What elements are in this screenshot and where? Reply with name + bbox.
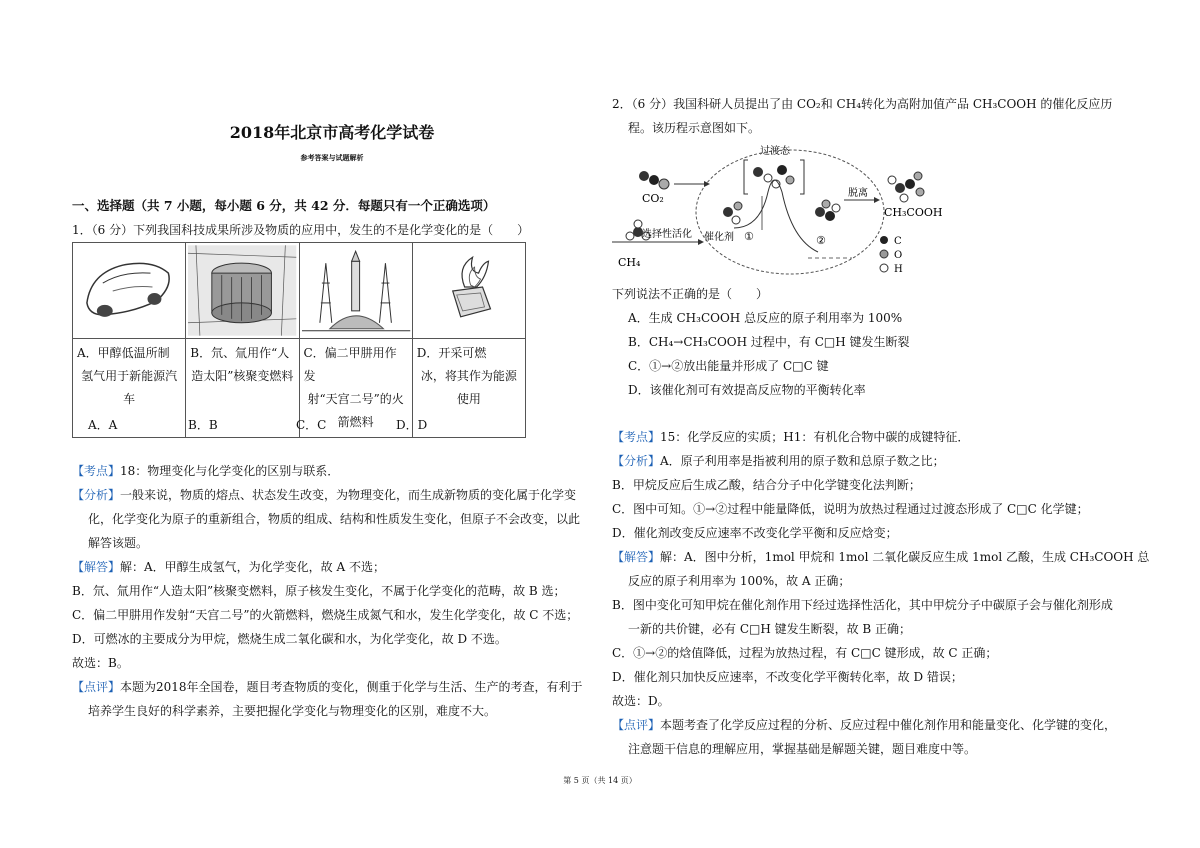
transition-state-molecule: [753, 165, 794, 188]
arrow-head-icon: [704, 181, 710, 187]
q1-stem: 1．（6 分）下列我国科技成果所涉及物质的应用中，发生的不是化学变化的是（ ）: [72, 223, 530, 237]
q1-answer: 故选：B。: [72, 656, 129, 670]
car-icon: [73, 243, 185, 338]
ch4-label: CH₄: [618, 256, 641, 269]
reaction-pathway-diagram: [612, 140, 952, 282]
step-1-label: ①: [744, 230, 754, 243]
q1-caption-b: B．氘、氚用作“人 造太阳”核聚变燃料: [186, 339, 299, 438]
q1-jieda-line: C．偏二甲肼用作发射“天宫二号”的火箭燃料，燃烧生成氮气和水，发生化学变化，故 C 不选；: [72, 608, 579, 622]
q2-answer: 故选：D。: [612, 694, 670, 708]
rocket-launch-icon: [300, 243, 412, 338]
q1-fenxi-line: 解答该题。: [88, 536, 149, 550]
q2-kaodian: 【考点】15：化学反应的实质；H1：有机化合物中碳的成键特征．: [612, 430, 970, 444]
q1-choice-a: A．A: [88, 418, 118, 432]
q2-jieda-line: 一新的共价键，必有 C□H 键发生断裂，故 B 正确；: [628, 622, 912, 636]
page-number: 第 5 页（共 14 页）: [563, 776, 637, 785]
q2-jieda-line: 反应的原子利用率为 100%，故 A 正确；: [628, 574, 851, 588]
transition-state-label: 过渡态: [760, 146, 790, 157]
q1-image-c: [299, 243, 412, 339]
q2-option-c: C．①→②放出能量并形成了 C□C 键: [628, 359, 829, 373]
atom-legend: [880, 236, 903, 275]
section-heading: 一、选择题（共 7 小题，每小题 6 分，共 42 分．每题只有一个正确选项）: [72, 198, 496, 213]
q1-jieda-line: D．可燃冰的主要成分为甲烷，燃烧生成二氧化碳和水，为化学变化，故 D 不选。: [72, 632, 507, 646]
q2-stem: 2．（6 分）我国科研人员提出了由 CO₂和 CH₄转化为高附加值产品 CH₃COOH 的催化反应历: [612, 97, 1113, 111]
q1-caption-a: A．甲醇低温所制 氢气用于新能源汽车: [73, 339, 186, 438]
q1-choice-b: B．B: [188, 418, 218, 432]
q2-jieda-line: B．图中变化可知甲烷在催化剂作用下经过选择性活化，其中甲烷分子中碳原子会与催化剂形成: [612, 598, 1113, 612]
q1-choice-d: D．D: [396, 418, 428, 432]
q1-fenxi: 【分析】一般来说，物质的熔点、状态发生改变，为物理变化，而生成新物质的变化属于化学变: [72, 488, 577, 502]
q1-jieda-line: B．氘、氚用作“人造太阳”核聚变燃料，原子核发生变化，不属于化学变化的范畴，故 B 选；: [72, 584, 566, 598]
q2-dianping-line: 注意题干信息的理解应用，掌握基础是解题关键，题目难度中等。: [628, 742, 977, 756]
page-subtitle: 参考答案与试题解析: [300, 153, 364, 162]
step-2-label: ②: [816, 234, 826, 247]
q2-jieda: 【解答】解：A．图中分析，1mol 甲烷和 1mol 二氧化碳反应生成 1mol 乙酸，生成 CH₃COOH 总: [612, 550, 1150, 564]
q1-caption-c: C．偏二甲肼用作发 射“天宫二号”的火箭燃料: [299, 339, 412, 438]
q1-image-d: [412, 243, 525, 339]
arrow-head-icon: [874, 197, 880, 203]
q2-fenxi: 【分析】A．原子利用率是指被利用的原子数和总原子数之比；: [612, 454, 945, 468]
q1-choice-c: C．C: [296, 418, 327, 432]
bracket-right: [800, 160, 804, 194]
q1-image-b: [186, 243, 299, 339]
release-label: 脱离: [848, 188, 868, 199]
q1-caption-d: D．开采可燃 冰，将其作为能源使用: [412, 339, 525, 438]
q2-jieda-line: D．催化剂只加快反应速率，不改变化学平衡转化率，故 D 错误；: [612, 670, 963, 684]
page-title: 2018年北京市高考化学试卷: [229, 123, 435, 142]
intermediate-molecule: [815, 200, 840, 221]
q1-dianping-line: 培养学生良好的科学素养，主要把握化学变化与物理变化的区别，难度不大。: [88, 704, 497, 718]
co2-label: CO₂: [642, 192, 664, 205]
legend-hydrogen: H: [894, 264, 903, 275]
q2-dianping: 【点评】本题考查了化学反应过程的分析、反应过程中催化剂作用和能量变化、化学键的变化，: [612, 718, 1117, 732]
q2-fenxi-line: B．甲烷反应后生成乙酸，结合分子中化学键变化法判断；: [612, 478, 921, 492]
q1-option-table: [72, 242, 526, 438]
q2-option-a: A．生成 CH₃COOH 总反应的原子利用率为 100%: [628, 311, 903, 325]
legend-carbon: C: [894, 236, 902, 247]
bracket-left: [744, 160, 748, 194]
q2-option-b: B．CH₄→CH₃COOH 过程中，有 C□H 键发生断裂: [628, 335, 910, 349]
q2-stem-line: 程。该历程示意图如下。: [628, 121, 761, 135]
fusion-reactor-icon: [186, 243, 298, 338]
q1-image-a: [73, 243, 186, 339]
acetic-acid-molecule: [888, 172, 924, 202]
q2-fenxi-line: C．图中可知。①→②过程中能量降低，说明为放热过程通过过渡态形成了 C□C 化学键；: [612, 502, 1089, 516]
q2-ask: 下列说法不正确的是（ ）: [612, 287, 769, 301]
q1-dianping: 【点评】本题为2018年全国卷，题目考查物质的变化，侧重于化学与生活、生产的考查，有利于: [72, 680, 583, 694]
q2-option-d: D．该催化剂可有效提高反应物的平衡转化率: [628, 383, 866, 397]
intermediate-molecule: [723, 202, 742, 224]
q1-jieda: 【解答】解：A．甲醇生成氢气，为化学变化，故 A 不选；: [72, 560, 385, 574]
q2-fenxi-line: D．催化剂改变反应速率不改变化学平衡和反应焓变；: [612, 526, 898, 540]
select-activation-label: 选择性活化: [642, 229, 692, 240]
q2-jieda-line: C．①→②的焓值降低，过程为放热过程，有 C□C 键形成，故 C 正确；: [612, 646, 998, 660]
catalyst-label: 催化剂: [704, 232, 734, 243]
product-label: CH₃COOH: [884, 206, 943, 219]
burning-ice-icon: [413, 243, 525, 338]
q1-kaodian: 【考点】18：物理变化与化学变化的区别与联系．: [72, 464, 340, 478]
legend-oxygen: O: [894, 250, 903, 261]
co2-molecule: [639, 171, 669, 189]
q1-fenxi-line: 化，化学变化为原子的重新组合，物质的组成、结构和性质发生变化，但原子不会改变，以此: [88, 512, 581, 526]
